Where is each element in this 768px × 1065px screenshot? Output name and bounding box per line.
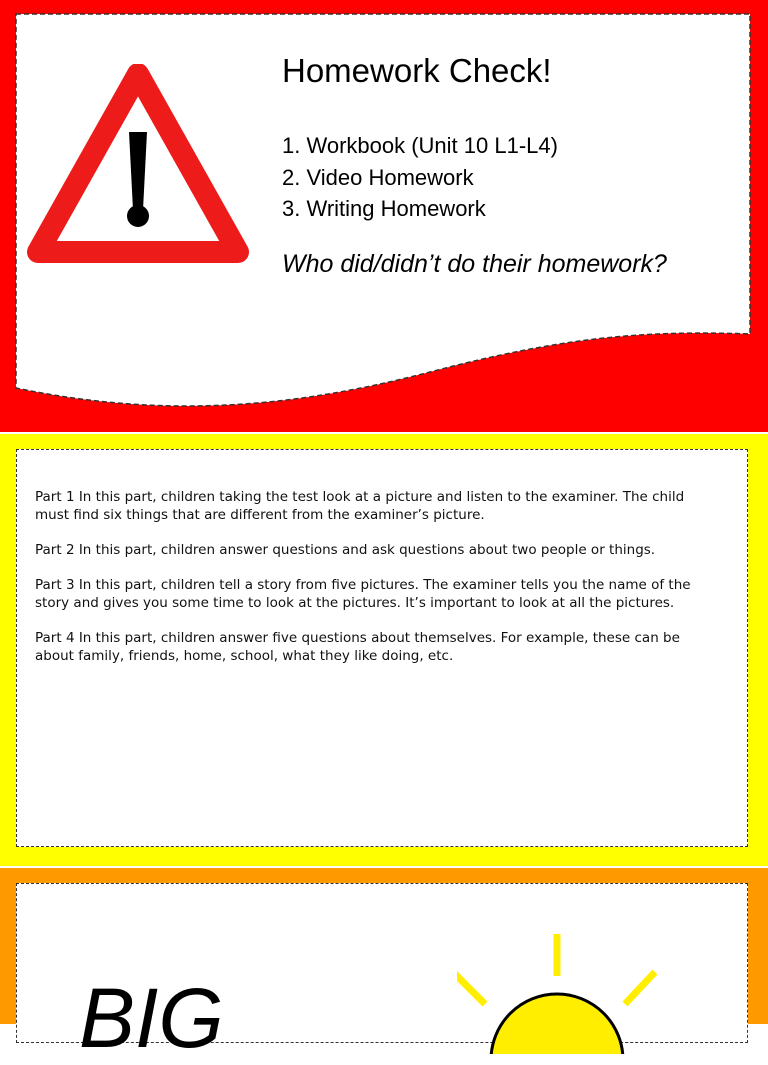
warning-triangle-icon [26,64,250,264]
slide-title: Homework Check! [282,52,552,89]
part-2-text: Part 2 In this part, children answer questions and ask questions about two people or things. [35,542,656,558]
part-3-text: Part 3 In this part, children tell a story from five pictures. The examiner tells you the name of the story and gives you some time to look at the pictures. It’s important to look at all the pictures. [35,577,691,611]
part-1-text: Part 1 In this part, children taking the test look at a picture and listen to the examiner. The child must find six things that are different from the examiner’s picture. [35,489,685,523]
homework-item-workbook: 1. Workbook (Unit 10 L1-L4) [282,133,558,158]
homework-list [282,130,558,225]
homework-item-writing: 3. Writing Homework [282,196,486,221]
speaking-test-parts-slide [0,434,768,866]
slide-card [16,883,748,1065]
homework-question: Who did/didn’t do their homework? [282,250,667,278]
homework-item-video: 2. Video Homework [282,164,474,190]
homework-check-slide [0,0,768,432]
slide-card [16,449,748,847]
big-sun-slide [0,868,768,1065]
part-4-text: Part 4 In this part, children answer five questions about themselves. For example, these can be about family, friends, home, school, what they like doing, etc. [35,630,680,664]
sun-icon [457,914,697,1054]
big-word: BIG [79,971,224,1065]
test-parts-list [35,488,715,682]
